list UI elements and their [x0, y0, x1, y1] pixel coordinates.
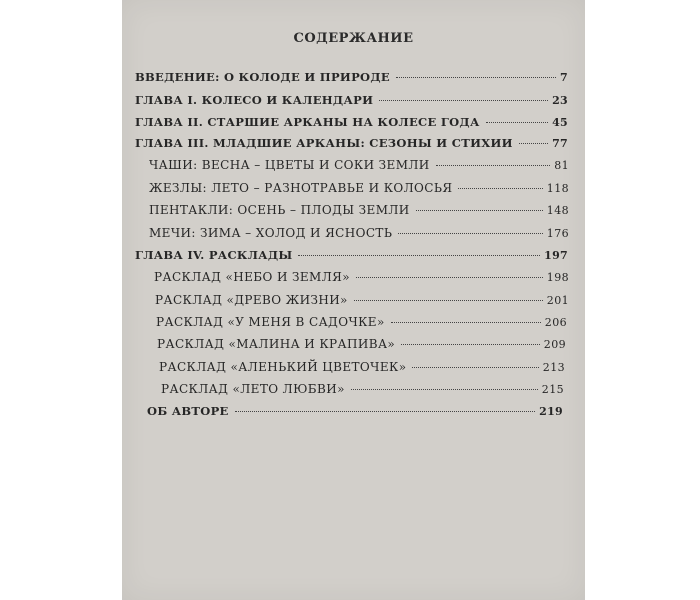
- toc-entry-title: ВВЕДЕНИЕ: О КОЛОДЕ И ПРИРОДЕ: [135, 70, 390, 84]
- dot-leader: [391, 322, 541, 323]
- dot-leader: [235, 411, 536, 412]
- toc-entry-page: 118: [546, 182, 569, 195]
- dot-leader: [401, 344, 540, 345]
- toc-entry-spread-summer-of-love[interactable]: [161, 382, 564, 396]
- toc-entry-title: ЖЕЗЛЫ: ЛЕТО – РАЗНОТРАВЬЕ И КОЛОСЬЯ: [149, 181, 453, 195]
- toc-entry-spread-raspberry-nettle[interactable]: [157, 337, 566, 351]
- toc-entry-chapter-4[interactable]: [135, 248, 568, 262]
- toc-entry-title: ПЕНТАКЛИ: ОСЕНЬ – ПЛОДЫ ЗЕМЛИ: [149, 203, 410, 217]
- toc-entry-title: РАСКЛАД «АЛЕНЬКИЙ ЦВЕТОЧЕК»: [159, 360, 407, 374]
- dot-leader: [486, 122, 548, 123]
- toc-entry-page: 148: [546, 204, 569, 217]
- toc-entry-page: 23: [552, 94, 568, 107]
- toc-entry-title: ЧАШИ: ВЕСНА – ЦВЕТЫ И СОКИ ЗЕМЛИ: [149, 158, 430, 172]
- toc-entry-title: ГЛАВА IV. РАСКЛАДЫ: [135, 248, 293, 262]
- toc-entry-wands[interactable]: [149, 181, 569, 195]
- toc-entry-page: 197: [544, 249, 568, 262]
- toc-entry-about-author[interactable]: [147, 404, 563, 418]
- toc-entry-page: 176: [546, 227, 569, 240]
- toc-entry-title: ГЛАВА I. КОЛЕСО И КАЛЕНДАРИ: [135, 93, 374, 107]
- toc-entry-spread-sky-earth[interactable]: [154, 270, 569, 284]
- dot-leader: [519, 143, 548, 144]
- toc-entry-spread-scarlet-flower[interactable]: [159, 360, 565, 374]
- toc-entry-page: 209: [543, 338, 566, 351]
- toc-entry-page: 219: [539, 405, 563, 418]
- toc-entry-chapter-3[interactable]: [135, 136, 568, 150]
- dot-leader: [356, 277, 543, 278]
- book-page: [122, 0, 585, 600]
- toc-entry-page: 201: [546, 294, 569, 307]
- dot-leader: [458, 188, 542, 189]
- toc-entry-cups[interactable]: [149, 158, 569, 172]
- toc-entry-swords[interactable]: [149, 226, 569, 240]
- toc-entry-title: ГЛАВА III. МЛАДШИЕ АРКАНЫ: СЕЗОНЫ И СТИХИИ: [135, 136, 513, 150]
- toc-entry-page: 198: [546, 271, 569, 284]
- toc-title: СОДЕРЖАНИЕ: [293, 31, 414, 46]
- toc-entry-pentacles[interactable]: [149, 203, 569, 217]
- toc-entry-page: 213: [542, 361, 565, 374]
- dot-leader: [412, 367, 538, 368]
- toc-entry-page: 77: [552, 137, 568, 150]
- dot-leader: [379, 100, 548, 101]
- toc-entry-title: МЕЧИ: ЗИМА – ХОЛОД И ЯСНОСТЬ: [149, 226, 393, 240]
- dot-leader: [354, 300, 543, 301]
- toc-entry-title: РАСКЛАД «НЕБО И ЗЕМЛЯ»: [154, 270, 350, 284]
- toc-entry-chapter-2[interactable]: [135, 115, 568, 129]
- toc-entry-page: 45: [552, 116, 568, 129]
- toc-entry-page: 206: [544, 316, 567, 329]
- toc-entry-introduction[interactable]: [135, 70, 568, 84]
- toc-entry-title: РАСКЛАД «У МЕНЯ В САДОЧКЕ»: [156, 315, 385, 329]
- dot-leader: [351, 389, 538, 390]
- toc-entry-title: РАСКЛАД «МАЛИНА И КРАПИВА»: [157, 337, 396, 351]
- toc-entry-title: ОБ АВТОРЕ: [147, 404, 229, 418]
- dot-leader: [416, 210, 543, 211]
- toc-entry-page: 215: [541, 383, 564, 396]
- dot-leader: [398, 233, 542, 234]
- toc-entry-spread-garden[interactable]: [156, 315, 567, 329]
- dot-leader: [298, 255, 540, 256]
- toc-entry-page: 7: [560, 71, 568, 84]
- toc-entry-spread-tree-of-life[interactable]: [155, 293, 569, 307]
- dot-leader: [396, 77, 556, 78]
- toc-entry-title: ГЛАВА II. СТАРШИЕ АРКАНЫ НА КОЛЕСЕ ГОДА: [135, 115, 480, 129]
- dot-leader: [436, 165, 551, 166]
- toc-entry-title: РАСКЛАД «ЛЕТО ЛЮБВИ»: [161, 382, 345, 396]
- toc-entry-page: 81: [554, 159, 569, 172]
- toc-entry-title: РАСКЛАД «ДРЕВО ЖИЗНИ»: [155, 293, 348, 307]
- toc-entry-chapter-1[interactable]: [135, 93, 568, 107]
